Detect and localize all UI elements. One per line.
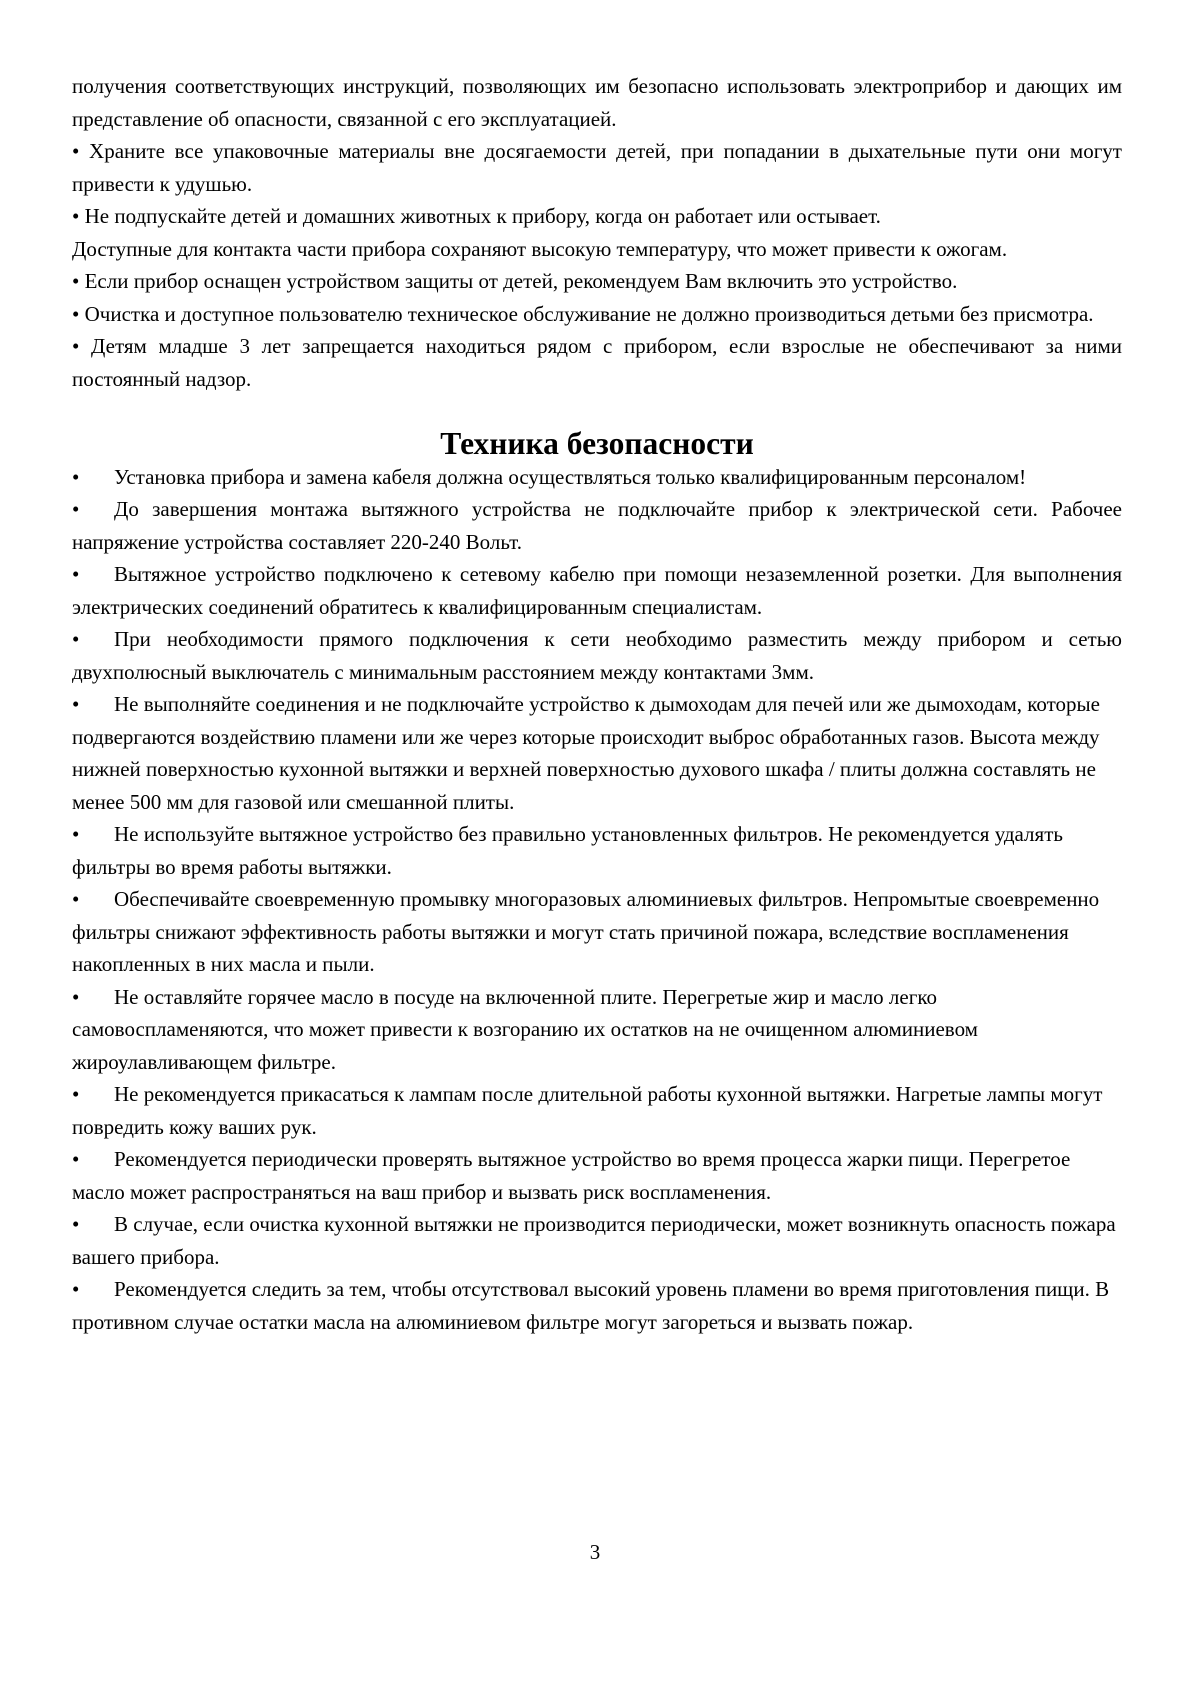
safety-item-text: Вытяжное устройство подключено к сетевому кабелю при помощи незаземленной розетки. Для выполнения электрических соединений обратитесь к квалифицированным специалистам. (72, 562, 1122, 619)
safety-item (72, 558, 1122, 623)
safety-list (72, 461, 1122, 1339)
safety-item (72, 493, 1122, 558)
intro-paragraph-7: • Детям младше 3 лет запрещается находиться рядом с прибором, если взрослые не обеспечивают за ними постоянный надзор. (72, 334, 1122, 391)
safety-item-text: До завершения монтажа вытяжного устройства не подключайте прибор к электрической сети. Рабочее напряжение устройства составляет 220-240 Вольт. (72, 497, 1122, 554)
intro-paragraph-1: получения соответствующих инструкций, позволяющих им безопасно использовать электроприбор и дающих им представление об опасности, связанной с его эксплуатацией. (72, 74, 1122, 131)
intro-paragraph-4: Доступные для контакта части прибора сохраняют высокую температуру, что может привести к ожогам. (72, 236, 1008, 261)
bullet-mark: • (72, 562, 80, 586)
safety-item-text: Не рекомендуется прикасаться к лампам после длительной работы кухонной вытяжки. Нагретые лампы могут повредить кожу ваших рук. (72, 1082, 1103, 1139)
bullet-mark: • (72, 887, 80, 911)
section-spacer (72, 395, 1122, 428)
bullet-mark: • (72, 692, 80, 716)
bullet-mark: • (72, 984, 80, 1009)
bullet-mark: • (72, 1147, 80, 1171)
intro-paragraph-2: • Храните все упаковочные материалы вне досягаемости детей, при попадании в дыхательные пути они могут привести к удушью. (72, 139, 1122, 196)
intro-paragraph-6: • Очистка и доступное пользователю техническое обслуживание не должно производиться детьми без присмотра. (72, 301, 1094, 326)
safety-item-text: При необходимости прямого подключения к сети необходимо разместить между прибором и сетью двухполюсный выключатель с минимальным расстоянием между контактами 3мм. (72, 627, 1122, 684)
safety-item (72, 981, 1122, 1079)
intro-paragraph-3: • Не подпускайте детей и домашних животных к прибору, когда он работает или остывает. (72, 204, 881, 228)
safety-item (72, 1078, 1122, 1143)
safety-item-text: Не используйте вытяжное устройство без правильно установленных фильтров. Не рекомендуется удалять фильтры во время работы вытяжки. (72, 822, 1063, 879)
safety-item-text: В случае, если очистка кухонной вытяжки не производится периодически, может возникнуть опасность пожара вашего прибора. (72, 1212, 1116, 1269)
safety-item (72, 883, 1122, 981)
document-page (72, 70, 1122, 1338)
bullet-mark: • (72, 1277, 80, 1301)
bullet-mark: • (72, 627, 80, 651)
intro-paragraph-5: • Если прибор оснащен устройством защиты от детей, рекомендуем Вам включить это устройство. (72, 269, 958, 293)
safety-item (72, 1208, 1122, 1273)
bullet-mark: • (72, 464, 80, 489)
safety-item (72, 623, 1122, 688)
page-number: 3 (589, 1540, 601, 1564)
bullet-mark: • (72, 1212, 80, 1236)
bullet-mark: • (72, 822, 80, 846)
safety-item (72, 1143, 1122, 1208)
safety-item (72, 688, 1122, 818)
section-heading: Техника безопасности (440, 426, 754, 461)
safety-item-text: Рекомендуется периодически проверять вытяжное устройство во время процесса жарки пищи. Перегретое масло может распространяться на ваш прибор и вызвать риск воспламенения. (72, 1147, 1071, 1204)
safety-item (72, 461, 1122, 494)
bullet-mark: • (72, 497, 80, 521)
safety-item-text: Обеспечивайте своевременную промывку многоразовых алюминиевых фильтров. Непромытые своевременно фильтры снижают эффективность работы вытяжки и могут стать причиной пожара, вследствие воспламенения накопленных в них масла и пыли. (72, 887, 1100, 976)
safety-item-text: Не оставляйте горячее масло в посуде на включенной плите. Перегретые жир и масло легко самовоспламеняются, что может привести к возгоранию их остатков на не очищенном алюминиевом жироулавливающем фильтре. (72, 984, 978, 1074)
safety-item-text: Рекомендуется следить за тем, чтобы отсутствовал высокий уровень пламени во время приготовления пищи. В противном случае остатки масла на алюминиевом фильтре могут загореться и вызвать пожар. (72, 1277, 1110, 1334)
safety-item (72, 818, 1122, 883)
safety-item-text: Установка прибора и замена кабеля должна осуществляться только квалифицированным персоналом! (114, 464, 1027, 489)
safety-item-text: Не выполняйте соединения и не подключайте устройство к дымоходам для печей или же дымоходам, которые подвергаются воздействию пламени или же через которые происходит выброс обработанных газов. Высота между нижней поверхностью кухонной вытяжки и верхней поверхностью духового шкафа / плиты должна составлять не менее 500 мм для газовой или смешанной плиты. (72, 692, 1100, 814)
bullet-mark: • (72, 1082, 80, 1106)
safety-item (72, 1273, 1122, 1338)
